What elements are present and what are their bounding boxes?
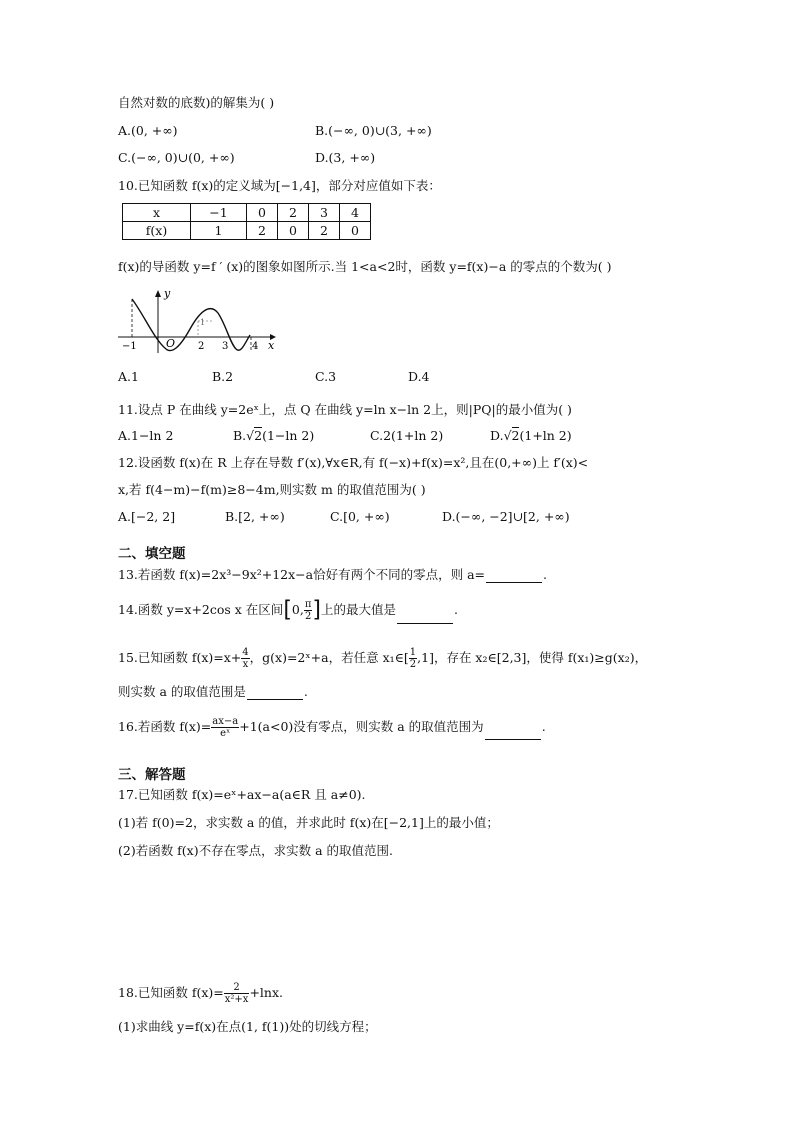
q15-line2-text: 则实数 a 的取值范围是 [118, 684, 246, 699]
q14 [118, 597, 458, 624]
table-cell: 3 [309, 204, 340, 222]
q10-option-b: B.2 [212, 369, 234, 384]
table-cell: 0 [278, 222, 309, 240]
four-over-x-fraction [241, 647, 249, 670]
table-cell: 4 [340, 204, 371, 222]
q17-stem: 17.已知函数 f(x)=eˣ+ax−a(a∈R 且 a≠0). [118, 787, 366, 802]
q15-text-2: ，g(x)=2ˣ+a，若任意 x₁∈[ [249, 650, 409, 665]
fraction-numerator: 1 [409, 647, 417, 658]
fraction-denominator: 2 [304, 611, 312, 622]
fraction-denominator: 2 [409, 659, 417, 670]
q12-option-a: A.[−2, 2] [118, 509, 176, 524]
fraction-numerator: 4 [242, 647, 249, 658]
q16-text: 16.若函数 f(x)= [118, 719, 212, 734]
q18-text: 18.已知函数 f(x)= [118, 985, 224, 1000]
fraction-denominator: x [242, 659, 249, 670]
interval-start: 0, [291, 602, 304, 617]
answer-blank [397, 623, 453, 624]
q14-end: . [454, 602, 459, 617]
table-cell: 0 [247, 204, 278, 222]
q10-stem2: f(x)的导函数 y=f ′ (x)的图象如图所示.当 1<a<2时，函数 y=f(x)−a 的零点的个数为( ) [118, 259, 612, 274]
radicand: 2 [254, 428, 263, 443]
x-label: x [268, 339, 275, 352]
q12-option-c: C.[0, +∞) [330, 509, 390, 524]
q10-option-a: A.1 [118, 369, 139, 384]
q13-end: . [543, 567, 547, 582]
q10-option-d: D.4 [408, 369, 430, 384]
q18-stem [118, 980, 283, 1006]
option-rest: (1−ln 2) [262, 428, 315, 443]
section-heading-fill-blank: 二、填空题 [118, 546, 186, 562]
table-row [123, 204, 371, 222]
q13-text: 13.若函数 f(x)=2x³−9x²+12x−a恰好有两个不同的零点，则 a= [118, 567, 486, 582]
tick-label: 4 [252, 341, 259, 352]
q10-option-c: C.3 [315, 369, 337, 384]
q9-option-b: B.(−∞, 0)∪(3, +∞) [315, 123, 432, 138]
table-cell: 2 [247, 222, 278, 240]
bracket-icon: [ [283, 597, 292, 623]
tick-label: −1 [122, 341, 137, 352]
option-rest: (1+ln 2) [519, 428, 572, 443]
q17-part2: (2)若函数 f(x)不存在零点，求实数 a 的取值范围. [118, 843, 393, 858]
q11-option-d [490, 428, 572, 444]
q11-option-b [233, 428, 314, 444]
q18-fraction [224, 982, 250, 1005]
q15-text: 15.已知函数 f(x)=x+ [118, 650, 242, 665]
q16 [118, 714, 546, 740]
option-prefix: D. [490, 428, 504, 443]
table-cell: 2 [309, 222, 340, 240]
fraction-numerator: π [304, 599, 312, 610]
fraction-numerator: 2 [224, 982, 250, 994]
table-cell: 1 [191, 222, 247, 240]
option-prefix: B. [233, 428, 247, 443]
q18-part1: (1)求曲线 y=f(x)在点(1, f(1))处的切线方程； [118, 1019, 377, 1034]
q9-option-a: A.(0, +∞) [118, 123, 178, 138]
y-axis-arrow-icon [155, 290, 161, 297]
q11-option-c: C.2(1+ln 2) [370, 428, 444, 443]
fraction-numerator: ax−a [212, 716, 239, 727]
q10-derivative-graph [114, 283, 284, 355]
q12-option-b: B.[2, +∞) [225, 509, 285, 524]
q12-line2: x,若 f(4−m)−f(m)≥8−4m,则实数 m 的取值范围为( ) [118, 482, 426, 497]
origin-label: O [166, 337, 176, 350]
q11-stem: 11.设点 P 在曲线 y=2eˣ上，点 Q 在曲线 y=ln x−ln 2上，则|PQ|的最小值为( ) [118, 402, 572, 417]
answer-blank [485, 739, 541, 740]
tick-label: 3 [222, 341, 229, 352]
fraction-denominator: eˣ [220, 728, 231, 739]
sqrt-icon: √ [246, 428, 255, 443]
q17-part1: (1)若 f(0)=2，求实数 a 的值，并求此时 f(x)在[−2,1]上的最小值； [118, 815, 499, 830]
q15-line2 [118, 684, 308, 700]
q12-option-d: D.(−∞, −2]∪[2, +∞) [442, 509, 570, 524]
table-cell: 0 [340, 222, 371, 240]
section-heading-solutions: 三、解答题 [118, 767, 186, 783]
q16-end: . [541, 719, 546, 734]
q10-stem: 10.已知函数 f(x)的定义域为[−1,4]，部分对应值如下表： [118, 178, 441, 193]
q9-stem: 自然对数的底数)的解集为( ) [118, 95, 275, 110]
q10-value-table [122, 203, 371, 240]
q12-line1: 12.设函数 f(x)在 R 上存在导数 f′(x),∀x∈R,有 f(−x)+f(x)=x²,且在(0,+∞)上 f′(x)< [118, 455, 589, 470]
q15-text-3: ,1]，存在 x₂∈[2,3]，使得 f(x₁)≥g(x₂)， [417, 650, 648, 665]
answer-blank [486, 582, 542, 583]
table-row [123, 222, 371, 240]
table-cell: x [123, 204, 191, 222]
q16-text-2: +1(a<0)没有零点，则实数 a 的取值范围为 [239, 719, 484, 734]
q14-text: 14.函数 y=x+2cos x 在区间 [118, 602, 284, 617]
derivative-curve [132, 299, 250, 351]
q16-fraction [211, 716, 239, 739]
q11-option-a: A.1−ln 2 [118, 428, 174, 443]
q15-end: . [303, 684, 308, 699]
sqrt-icon: √ [503, 428, 512, 443]
q9-option-c: C.(−∞, 0)∪(0, +∞) [118, 150, 235, 165]
q14-text-2: 上的最大值是 [321, 602, 397, 617]
bracket-icon: ] [312, 597, 322, 623]
table-cell: −1 [191, 204, 247, 222]
y-label: y [164, 287, 171, 300]
fraction-denominator: x²+x [224, 994, 249, 1005]
q9-option-d: D.(3, +∞) [315, 150, 376, 165]
table-cell: 2 [278, 204, 309, 222]
radicand: 2 [511, 428, 520, 443]
q13 [118, 567, 547, 583]
q15-line1 [118, 645, 647, 671]
tick-label: 2 [198, 341, 205, 352]
peak-label: 1 [200, 318, 206, 327]
answer-blank [247, 699, 303, 700]
one-half-fraction [409, 647, 417, 670]
table-cell: f(x) [123, 222, 191, 240]
q18-text-2: +lnx. [249, 985, 283, 1000]
